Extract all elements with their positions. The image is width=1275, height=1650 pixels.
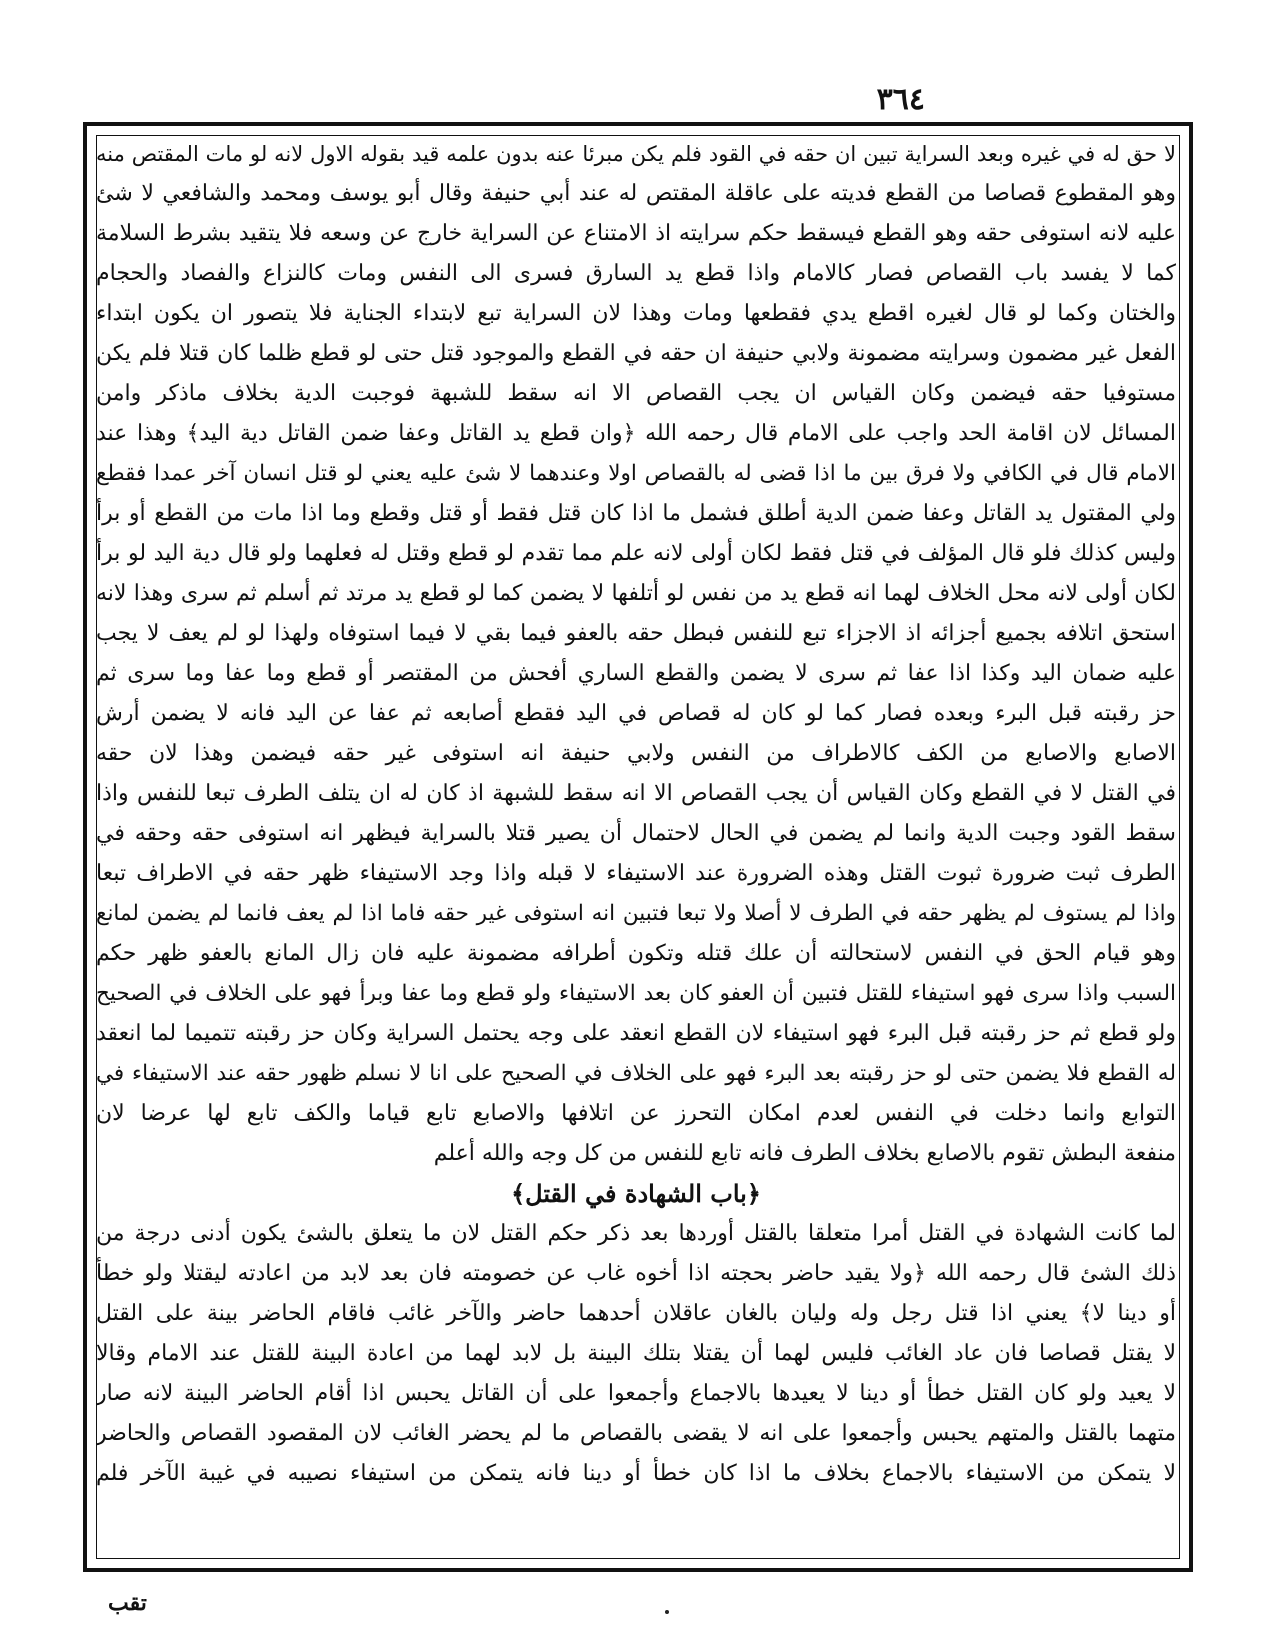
- ink-speck: [665, 1610, 669, 1614]
- text-line: واذا لم يستوف لم يظهر حقه في الطرف لا أصلا ولا تبعا فتبين انه استوفى غير حقه فاما اذا لم يعف فانما لم يضمن لمانع: [96, 901, 1176, 926]
- text-line: السبب واذا سرى فهو استيفاء للقتل فتبين أن العفو كان بعد الاستيفاء ولو قطع وما عفا وبرأ فهو على الخلاف في الصحيح: [96, 981, 1176, 1006]
- text-line: الاصابع والاصابع من الكف كالاطراف من النفس ولابي حنيفة انه استوفى غير حقه فيضمن وهذا لان حقه: [96, 741, 1176, 766]
- text-line: الطرف ثبت ضرورة ثبوت القتل وهذه الضرورة عند الاستيفاء لا قبله واذا وجد الاستيفاء ظهر حقه في الاطراف تبعا: [96, 861, 1176, 886]
- text-line: عليه ضمان اليد وكذا اذا عفا ثم سرى لا يضمن والقطع الساري أفحش من المقتصر أو قطع وما عفا وما سرى ثم: [96, 661, 1176, 686]
- chapter-heading: ﴿باب الشهادة في القتل﴾: [511, 1179, 761, 1208]
- text-line: في القتل لا في القطع وكان القياس أن يجب القصاص الا انه سقط للشبهة اذ كان له ان يتلف الطرف تبعا للنفس واذا: [96, 781, 1176, 806]
- text-line: وهو قيام الحق في النفس لاستحالته أن علك قتله وتكون أطرافه مضمونة عليه فان زال المانع بالعفو ظهر حكم: [96, 941, 1176, 966]
- text-line: وهو المقطوع قصاصا من القطع فديته على عاقلة المقتص له عند أبي حنيفة وقال أبو يوسف ومحمد والشافعي لا شئ: [96, 181, 1176, 206]
- text-line: مستوفيا حقه فيضمن وكان القياس ان يجب القصاص الا انه سقط للشبهة فوجبت الدية بخلاف ماذكر وامن: [96, 381, 1176, 406]
- text-line: كما لا يفسد باب القصاص فصار كالامام واذا قطع يد السارق فسرى الى النفس ومات كالنزاع والفصاد والحجام: [96, 261, 1176, 286]
- text-line: سقط القود وجبت الدية وانما لم يضمن في الحال لاحتمال أن يصير قتلا بالسراية فيظهر انه استوفى حقه وحقه في: [96, 821, 1176, 846]
- text-line: ولو قطع ثم حز رقبته قبل البرء فهو استيفاء لان القطع انعقد على وجه يحتمل السراية وكان حز رقبته تتميما لما انعقد: [96, 1021, 1176, 1046]
- text-line: أو دينا لا﴾ يعني اذا قتل رجل وله وليان بالغان عاقلان أحدهما حاضر والآخر غائب فاقام الحاضر بينة على القتل: [96, 1301, 1176, 1326]
- catchword: تقب: [108, 1590, 147, 1616]
- text-line: منفعة البطش تقوم بالاصابع بخلاف الطرف فانه تابع للنفس من كل وجه والله أعلم: [433, 1141, 1176, 1166]
- text-line: ولي المقتول يد القاتل وعفا ضمن الدية أطلق فشمل ما اذا كان قتل فقط أو قتل وقطع وما اذا مات من القطع أو برأ: [96, 501, 1176, 526]
- text-line: المسائل لان اقامة الحد واجب على الامام قال رحمه الله ﴿وان قطع يد القاتل وعفا ضمن القاتل دية اليد﴾ وهذا عند: [96, 421, 1176, 446]
- text-line: والختان وكما لو قال لغيره اقطع يدي فقطعها ومات وهذا لان السراية تبع لابتداء الجناية فلا يتصور ان يكون ابتداء: [96, 301, 1176, 326]
- text-line: استحق اتلافه بجميع أجزائه اذ الاجزاء تبع للنفس فبطل حقه بالعفو فيما بقي لا فيما استوفاه ولهذا لو لم يعف لا يجب: [96, 621, 1176, 646]
- text-line: الامام قال في الكافي ولا فرق بين ما اذا قضى له بالقصاص اولا وعندهما لا شئ عليه يعني لو قتل انسان آخر عمدا فقطع: [96, 461, 1176, 486]
- text-line: عليه لانه استوفى حقه وهو القطع فيسقط حكم سرايته اذ الامتناع عن السراية خارج عن وسعه فلا يتقيد بشرط السلامة: [96, 221, 1176, 246]
- text-line: وليس كذلك فلو قال المؤلف في قتل فقط لكان أولى لانه علم مما تقدم لو قطع وقتل له فعلهما ولو قال دية اليد لو برأ: [96, 541, 1176, 566]
- page-number: ٣٦٤: [876, 82, 925, 117]
- text-line: التوابع وانما دخلت في النفس لعدم امكان التحرز عن اتلافها والاصابع تابع قياما والكف تابع لها عرضا لان: [96, 1101, 1176, 1126]
- text-line: لما كانت الشهادة في القتل أمرا متعلقا بالقتل أوردها بعد ذكر حكم القتل لان ما يتعلق بالشئ يكون أدنى درجة من: [96, 1221, 1176, 1246]
- text-line: متهما بالقتل والمتهم يحبس وأجمعوا على انه لا يقضى بالقصاص ما لم يحضر الغائب لان المقصود القصاص والحاضر: [96, 1421, 1176, 1446]
- text-line: لا يقتل قصاصا فان عاد الغائب فليس لهما أن يقتلا بتلك البينة بل لابد لهما من اعادة البينة للقتل عند الامام وقالا: [96, 1341, 1176, 1366]
- text-line: ذلك الشئ قال رحمه الله ﴿ولا يقيد حاضر بحجته اذا أخوه غاب عن خصومته فان بعد لابد من اعادته ليقتلا ولو خطأ: [96, 1261, 1176, 1286]
- text-line: له القطع فلا يضمن حتى لو حز رقبته بعد البرء فهو على الخلاف في الصحيح على انا لا نسلم ظهور حقه عند الاستيفاء في: [96, 1061, 1176, 1086]
- text-line: لكان أولى لانه محل الخلاف لهما انه قطع يد من نفس لو أتلفها لا يضمن كما لو قطع يد مرتد ثم أسلم ثم سرى وهذا لانه: [96, 581, 1176, 606]
- text-line: حز رقبته قبل البرء وبعده فصار كما لو كان له قصاص في اليد فقطع أصابعه ثم عفا عن اليد فانه لا يضمن أرش: [96, 701, 1176, 726]
- text-line: لا يتمكن من الاستيفاء بالاجماع بخلاف ما اذا كان خطأ أو دينا فانه يتمكن من استيفاء نصيبه في غيبة الآخر فلم: [96, 1461, 1176, 1486]
- text-line: الفعل غير مضمون وسرايته مضمونة ولابي حنيفة ان حقه في القطع والموجود قتل حتى لو قطع ظلما كان قتلا فلم يكن: [96, 341, 1176, 366]
- text-line: لا يعيد ولو كان القتل خطأ أو دينا لا يعيدها بالاجماع وأجمعوا على أن القاتل يحبس اذا أقام الحاضر البينة لانه صار: [96, 1381, 1176, 1406]
- main-text: [96, 134, 1176, 1494]
- text-line: لا حق له في غيره وبعد السراية تبين ان حقه في القود فلم يكن مبرئا عنه بدون علمه قيد بقوله الاول لانه لو مات المقتص منه: [96, 142, 1176, 166]
